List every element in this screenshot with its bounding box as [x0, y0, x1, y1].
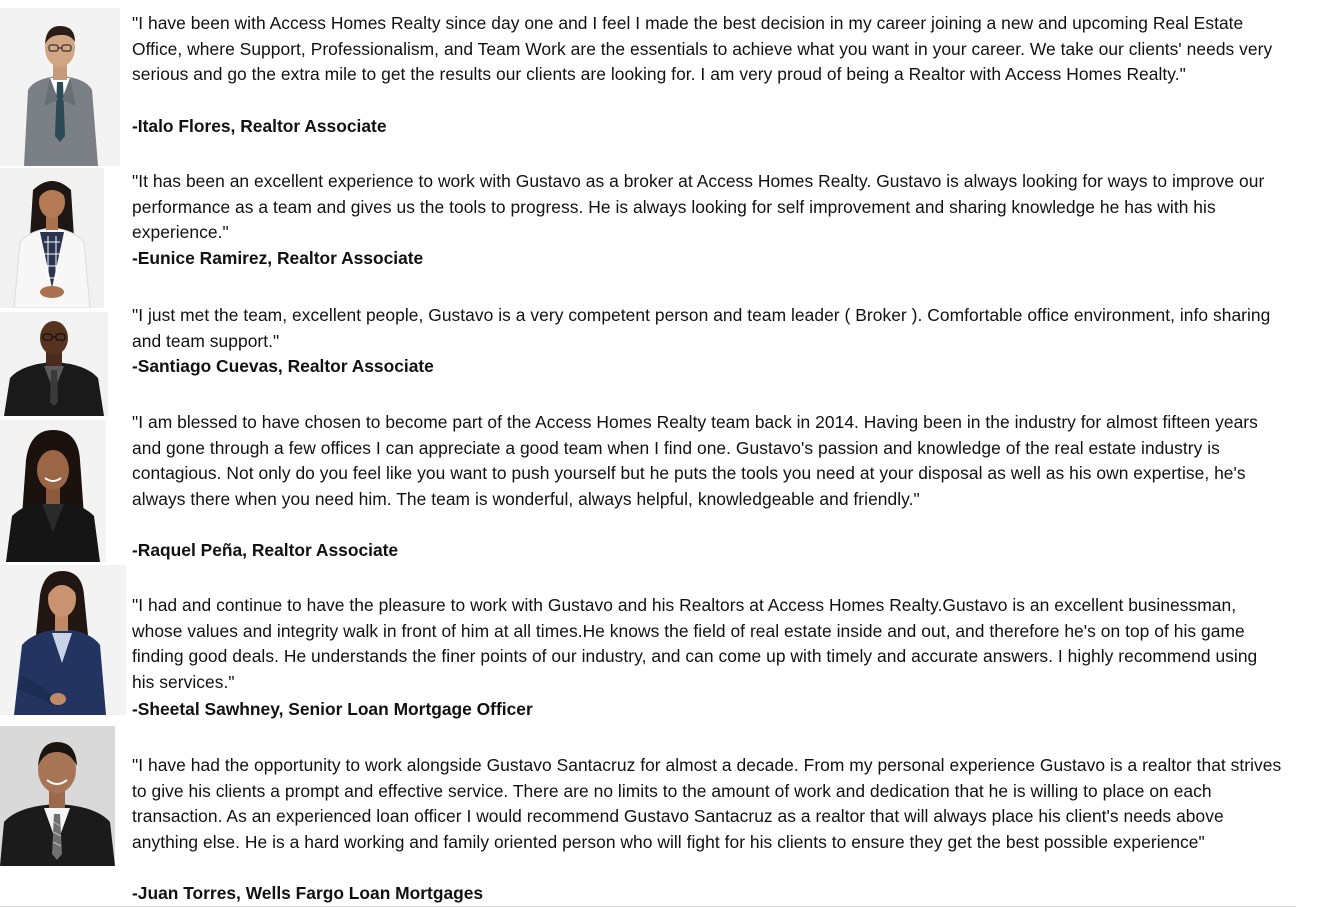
testimonial-author: -Santiago Cuevas, Realtor Associate — [132, 356, 434, 376]
eunice-ramirez-photo — [0, 168, 104, 308]
testimonial-author: -Eunice Ramirez, Realtor Associate — [132, 248, 424, 268]
testimonial-author: -Raquel Peña, Realtor Associate — [132, 540, 399, 560]
testimonial-quote: "I have had the opportunity to work alongside Gustavo Santacruz for almost a decade. From my personal experience Gustavo is a realtor that strives to give his clients a prompt and effective service. There are no limits to the amount of work and dedication that he is willing to place on each transaction. As an experienced loan officer I would recommend Gustavo Santacruz as a realtor that will always place his client's needs above anything else. He is a hard working and family oriented person who will fight for his clients to ensure they get the best possible experience" — [132, 755, 1282, 852]
testimonial-quote: "I had and continue to have the pleasure to work with Gustavo and his Realtors at Access Homes Realty.Gustavo is an excellent businessman, whose values and integrity walk in front of him at all times.He knows the field of real estate inside and out, and therefore he's on top of his game finding good deals. He understands the finer points of our industry, and can come up with timely and accurate answers. I highly recommend using his services." — [132, 595, 1258, 692]
testimonial-quote: "I have been with Access Homes Realty since day one and I feel I made the best decision in my career joining a new and upcoming Real Estate Office, where Support, Professionalism, and Team Work are the essentials to achieve what you want in your career. We take our clients' needs very serious and go the extra mile to get the results our clients are looking for. I am very proud of being a Realtor with Access Homes Realty." — [132, 13, 1273, 85]
bottom-divider — [0, 906, 1296, 907]
testimonial-quote: "I am blessed to have chosen to become part of the Access Homes Realty team back in 2014. Having been in the industry for almost fifteen years and gone through a few offices I can appreciate a good team when I find one. Gustavo's passion and knowledge of the real estate industry is contagious. Not only do you feel like you want to push yourself but he puts the tools you need at your disposal as well as his own expertise, he's always there when you need him. The team is wonderful, always helpful, knowledgeable and friendly." — [132, 412, 1258, 509]
testimonial-quote: "It has been an excellent experience to work with Gustavo as a broker at Access Homes Realty. Gustavo is always looking for ways to improve our performance as a team and gives us the tools to progress. He is always looking for self improvement and sharing knowledge he has with his experience." — [132, 171, 1265, 243]
raquel-pena-photo — [0, 420, 106, 562]
testimonial-author: -Sheetal Sawhney, Senior Loan Mortgage Officer — [132, 699, 533, 719]
juan-torres-photo — [0, 726, 115, 866]
testimonial-quote: "I just met the team, excellent people, Gustavo is a very competent person and team leader ( Broker ). Comfortable office environment, info sharing and team support." — [132, 305, 1271, 351]
testimonial-author: -Italo Flores, Realtor Associate — [132, 116, 387, 136]
santiago-cuevas-photo — [0, 312, 108, 416]
italo-flores-photo — [0, 8, 120, 166]
sheetal-sawhney-photo — [0, 565, 126, 715]
testimonial-author: -Juan Torres, Wells Fargo Loan Mortgages — [132, 883, 484, 903]
